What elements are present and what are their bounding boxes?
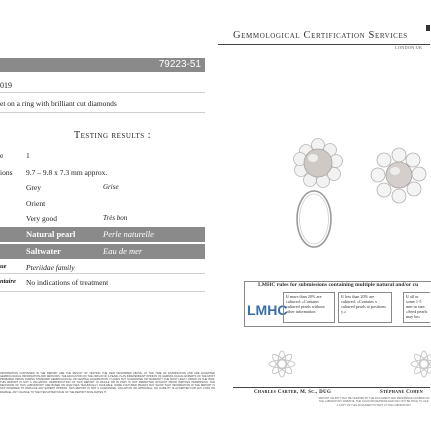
divider — [0, 273, 205, 274]
environment-value: Saltwater — [26, 246, 61, 256]
corner-mark — [426, 25, 430, 31]
treatment-label: ntaire — [0, 278, 16, 285]
laboratory-seal-left — [262, 343, 302, 385]
organization-name: Gemmological Certification Services — [233, 30, 408, 41]
identification-band — [0, 227, 205, 242]
family-label: ue — [0, 263, 7, 270]
row-value-colour: Grey — [26, 183, 41, 192]
rules-cell-seed-pearls: If all or some 1-5 mm in size: «Seed pearls may be» — [403, 292, 430, 323]
svg-text:LMHC: LMHC — [247, 302, 288, 318]
report-footnote: REPORT VALIDITY MAY BE VERIFIED BY THE DOCUMENT AND REFERENCE NUMBER ON THE LABORATORY WEBSITE. THE COLOURS REPRODUCED MAY NOT BE TRUE TO LIFE. A COPY OF THIS DOCUMENT IS KEPT AT THE LABORATORY. — [318, 397, 430, 407]
identification-french: Perle naturelle — [103, 229, 154, 239]
divider — [0, 112, 205, 113]
environment-french: Eau de mer — [103, 246, 143, 256]
row-label-dimensions: ions — [0, 168, 13, 177]
row-value-dimensions: 9.7 – 9.8 x 7.3 mm approx. — [26, 168, 108, 177]
rules-cell-over-20: If more than 20% are cultured: «Contains cultured pearls without other information — [283, 292, 335, 323]
row-value-quality: Very good — [26, 214, 58, 223]
row-value-number: 1 — [26, 151, 30, 160]
lmhc-logo — [246, 293, 288, 321]
ring-side-view-image — [292, 137, 350, 252]
reference-band — [0, 58, 205, 72]
legal-disclaimer: INFORMATION CONTAINED IN THE REPORT ARE THE RESULT OF TESTING THE ITEM DESCRIBED ABOVE, AT THE TIME OF EXAMINATION AND ARE ACCEPTED GEMMOLOGICAL INFORMATION AND METHODS. THE EDUCATION OF THE ORIGIN OF A PEARL IS AN INDEPENDENT OPINION OF GEMMOLOGICAL EXPERTS OF THE MOST PROBABLE ORIGIN DURING STANDARD GEMMOLOGICAL OR CENTRAL EXAMINATION. IT DOES NOT GUARANTEE OR WARRANTY THE MOST LIKELY ORIGIN OF THE ITEM. THIS REPORT IS NOT A VALUATION. REPRODUCTION OF THIS REPORT IN WHOLE OR IN PART IS NOT PERMITTED WITHOUT PRIOR WRITTEN PERMISSION. THE DECISIONS OF THIS LABORATORY ARE BASED ON ANALYSES TECHNICALLY AVAILABLE. SOME CULTURED PEARLS MAY SHOW THAT INFORMATION IN THE REPORT IS NOT INTENDED TO REPLACE ANY EXPERT OPINION. THIS REPORT IS NOT A GUARANTEE, VALUATION OR APPRAISAL. NO LIABILITY IS ACCEPTED FOR ANY LOSS OR DAMAGE. ANY CHANGE TO THE ITEM AFTER ISSUE OF THE REPORT INVALIDATES IT. — [0, 372, 215, 394]
organization-location: LONDON UK — [395, 45, 423, 50]
treatment-value: No indications of treatment — [26, 278, 109, 287]
family-value: Pteriidae family — [26, 263, 75, 272]
ring-top-view-image — [368, 146, 430, 206]
signatory-name-2: Stéphane Cohen — [380, 390, 423, 395]
lmhc-rules-title: LMHC rules for submissions containing multiple natural and/or cu — [258, 282, 419, 288]
item-description: et on a ring with brilliant cut diamonds — [0, 99, 117, 108]
row-french-colour: Grise — [103, 183, 119, 191]
divider — [0, 291, 205, 292]
report-date: 019 — [0, 81, 12, 90]
rules-cell-under-20: If less than 20% are cultured: «Contains x cultured pearls at positions y.» — [338, 292, 392, 323]
laboratory-seal-right — [404, 343, 430, 385]
divider — [0, 92, 205, 93]
row-french-quality: Très bon — [103, 214, 128, 222]
environment-band — [0, 244, 205, 259]
row-label-number: e — [0, 151, 4, 160]
row-value-orient: Orient — [26, 199, 46, 208]
testing-results-title: Testing results : — [74, 130, 151, 141]
report-number: 79223-51 — [158, 59, 201, 70]
signatory-name-1: Charles Carter, M. Sc., DUG — [254, 390, 332, 395]
signature-line — [233, 387, 430, 388]
identification-value: Natural pearl — [26, 229, 76, 239]
